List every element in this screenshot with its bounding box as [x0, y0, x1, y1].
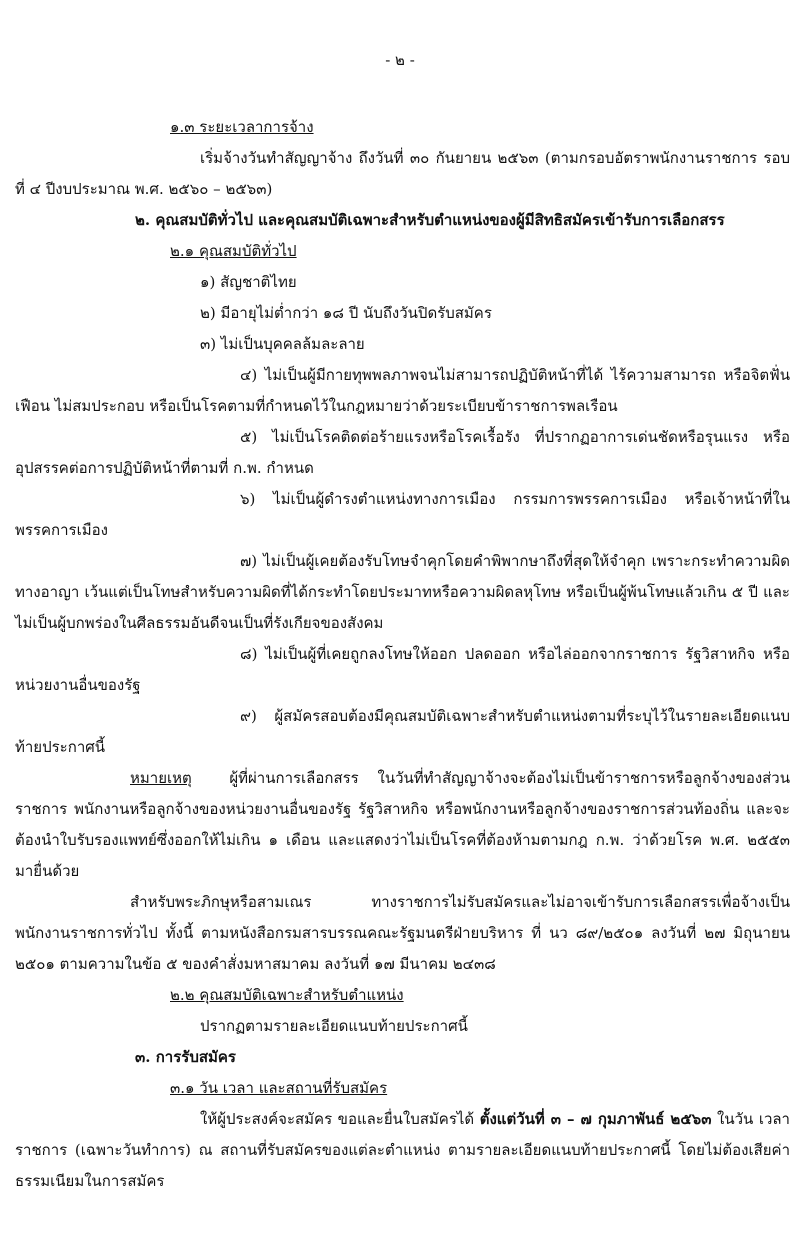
section-2-2-heading: ๒.๒ คุณสมบัติเฉพาะสำหรับตำแหน่ง: [170, 986, 404, 1004]
section-3-heading: ๓. การรับสมัคร: [135, 1048, 236, 1066]
qualification-item-3: ๓) ไม่เป็นบุคคลล้มละลาย: [200, 335, 365, 353]
application-period: ตั้งแต่วันที่ ๓ – ๗ กุมภาพันธ์ ๒๕๖๓: [479, 1110, 712, 1128]
qualification-item-9: ๙) ผู้สมัครสอบต้องมีคุณสมบัติเฉพาะสำหรับตำแหน่งตามที่ระบุไว้ในรายละเอียดแนบท้ายประกาศนี้: [15, 707, 790, 756]
qualification-item-5: ๕) ไม่เป็นโรคติดต่อร้ายแรงหรือโรคเรื้อรัง ที่ปรากฏอาการเด่นชัดหรือรุนแรง หรืออุปสรรคต่อการปฏิบัติหน้าที่ตามที่ ก.พ. กำหนด: [15, 428, 790, 477]
qualification-item-2: ๒) มีอายุไม่ต่ำกว่า ๑๘ ปี นับถึงวันปิดรับสมัคร: [200, 304, 492, 322]
section-3-1-body-pre: ให้ผู้ประสงค์จะสมัคร ขอและยื่นใบสมัครได้: [200, 1110, 480, 1128]
qualification-item-6: ๖) ไม่เป็นผู้ดำรงตำแหน่งทางการเมือง กรรมการพรรคการเมือง หรือเจ้าหน้าที่ในพรรคการเมือง: [15, 490, 790, 539]
section-1-3-heading: ๑.๓ ระยะเวลาการจ้าง: [170, 118, 314, 136]
note-paragraph: [15, 763, 790, 887]
section-3-1-body-post: ในวัน เวลาราชการ (เฉพาะวันทำการ) ณ สถานที่รับสมัครของแต่ละตำแหน่ง ตามรายละเอียดแนบท้ายประกาศนี้ โดยไม่ต้องเสียค่าธรรมเนียมในการสมัคร: [15, 1110, 790, 1190]
section-2-1-heading: ๒.๑ คุณสมบัติทั่วไป: [170, 242, 297, 260]
note-body: ผู้ที่ผ่านการเลือกสรร ในวันที่ทำสัญญาจ้างจะต้องไม่เป็นข้าราชการหรือลูกจ้างของส่วนราชการ พนักงานหรือลูกจ้างของหน่วยงานอื่นของรัฐ รัฐวิสาหกิจ หรือพนักงานหรือลูกจ้างของราชการส่วนท้องถิ่น และจะต้องนำใบรับรองแพทย์ซึ่งออกให้ไม่เกิน ๑ เดือน และแสดงว่าไม่เป็นโรคที่ต้องห้ามตามกฎ ก.พ. ว่าด้วยโรค พ.ศ. ๒๕๕๓ มายื่นด้วย: [15, 769, 790, 880]
section-3-1-body: [15, 1104, 790, 1197]
section-1-3-body: เริ่มจ้างวันทำสัญญาจ้าง ถึงวันที่ ๓๐ กันยายน ๒๕๖๓ (ตามกรอบอัตราพนักงานราชการ รอบที่ ๔ ปีงบประมาณ พ.ศ. ๒๕๖๐ – ๒๕๖๓): [15, 149, 790, 198]
section-3-1-heading: ๓.๑ วัน เวลา และสถานที่รับสมัคร: [170, 1079, 388, 1097]
qualification-item-8: ๘) ไม่เป็นผู้ที่เคยถูกลงโทษให้ออก ปลดออก หรือไล่ออกจากราชการ รัฐวิสาหกิจ หรือหน่วยงานอื่นของรัฐ: [15, 645, 790, 694]
document-body: [15, 112, 790, 1197]
qualification-item-7: ๗) ไม่เป็นผู้เคยต้องรับโทษจำคุกโดยคำพิพากษาถึงที่สุดให้จำคุก เพราะกระทำความผิดทางอาญา เว้นแต่เป็นโทษสำหรับความผิดที่ได้กระทำโดยประมาทหรือความผิดลหุโทษ หรือเป็นผู้พ้นโทษแล้วเกิน ๕ ปี และไม่เป็นผู้บกพร่องในศีลธรรมอันดีจนเป็นที่รังเกียจของสังคม: [15, 552, 790, 632]
page-number: - ๒ -: [385, 51, 415, 69]
section-2-heading: ๒. คุณสมบัติทั่วไป และคุณสมบัติเฉพาะสำหรับตำแหน่งของผู้มีสิทธิสมัครเข้ารับการเลือกสรร: [135, 211, 725, 229]
qualification-item-4: ๔) ไม่เป็นผู้มีกายทุพพลภาพจนไม่สามารถปฏิบัติหน้าที่ได้ ไร้ความสามารถ หรือจิตฟั่นเฟือน ไม่สมประกอบ หรือเป็นโรคตามที่กำหนดไว้ในกฎหมายว่าด้วยระเบียบข้าราชการพลเรือน: [15, 366, 790, 415]
note-label: หมายเหตุ: [130, 769, 192, 787]
section-2-2-body: ปรากฏตามรายละเอียดแนบท้ายประกาศนี้: [200, 1017, 468, 1035]
monks-paragraph: สำหรับพระภิกษุหรือสามเณร ทางราชการไม่รับสมัครและไม่อาจเข้ารับการเลือกสรรเพื่อจ้างเป็นพนักงานราชการทั่วไป ทั้งนี้ ตามหนังสือกรมสารบรรณคณะรัฐมนตรีฝ่ายบริหาร ที่ นว ๘๙/๒๕๐๑ ลงวันที่ ๒๗ มิถุนายน ๒๕๐๑ ตามความในข้อ ๕ ของคำสั่งมหาสมาคม ลงวันที่ ๑๗ มีนาคม ๒๔๓๘: [15, 893, 790, 973]
qualification-item-1: ๑) สัญชาติไทย: [200, 273, 297, 291]
